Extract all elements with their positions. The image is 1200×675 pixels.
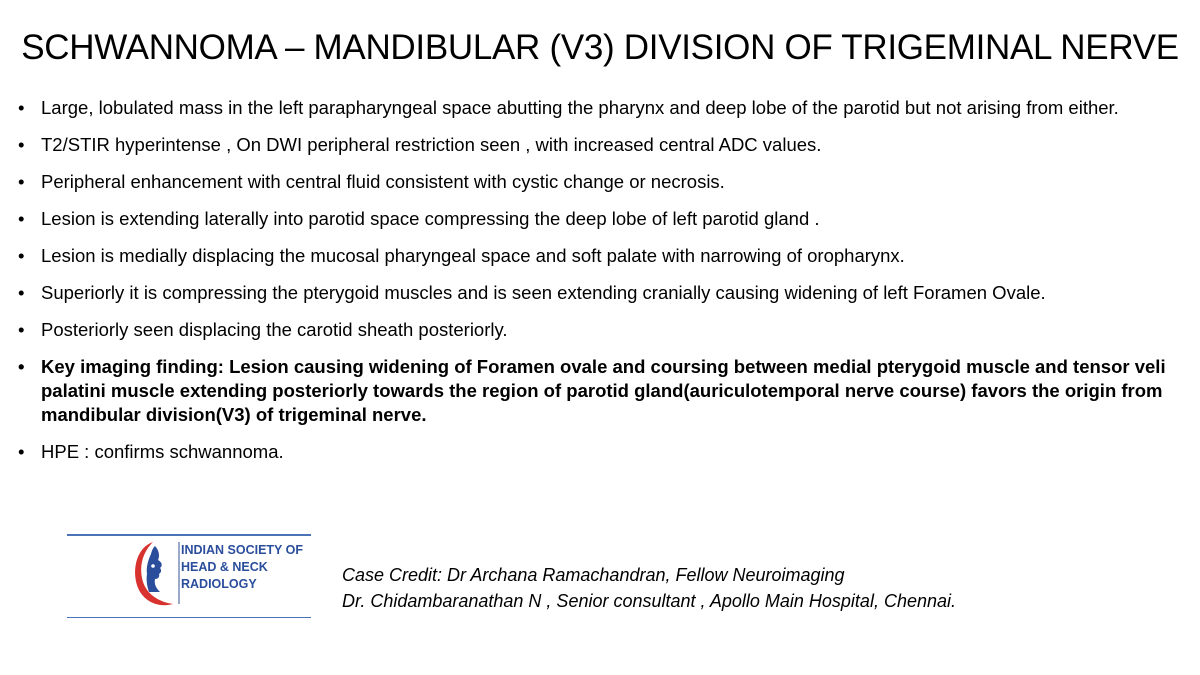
bullet-dot: • — [18, 208, 25, 229]
logo-line-3: RADIOLOGY — [181, 577, 257, 591]
slide-title: SCHWANNOMA – MANDIBULAR (V3) DIVISION OF TRIGEMINAL NERVE — [21, 28, 1179, 67]
bullet-list — [18, 96, 1183, 477]
logo-divider — [67, 617, 311, 619]
bullet-text: Posteriorly seen displacing the carotid sheath posteriorly. — [41, 319, 508, 340]
credit-line-2: Dr. Chidambaranathan N , Senior consultant , Apollo Main Hospital, Chennai. — [342, 591, 956, 611]
case-credits — [342, 562, 956, 614]
bullet-item — [18, 440, 1183, 464]
bullet-item — [18, 318, 1183, 342]
bullet-text: Superiorly it is compressing the pterygoid muscles and is seen extending cranially causing widening of left Foramen Ovale. — [41, 282, 1046, 303]
bullet-text: Lesion is medially displacing the mucosal pharyngeal space and soft palate with narrowing of oropharynx. — [41, 245, 905, 266]
bullet-dot: • — [18, 356, 25, 377]
bullet-dot: • — [18, 245, 25, 266]
logo-separator — [178, 542, 180, 604]
bullet-text: Large, lobulated mass in the left parapharyngeal space abutting the pharynx and deep lobe of the parotid but not arising from either. — [41, 97, 1119, 118]
bullet-dot: • — [18, 441, 25, 462]
key-finding-bullet — [18, 355, 1183, 427]
bullet-dot: • — [18, 282, 25, 303]
bullet-item — [18, 281, 1183, 305]
bullet-dot: • — [18, 319, 25, 340]
bullet-text: Peripheral enhancement with central fluid consistent with cystic change or necrosis. — [41, 171, 725, 192]
society-logo — [67, 534, 311, 618]
bullet-dot: • — [18, 97, 25, 118]
bullet-dot: • — [18, 171, 25, 192]
credit-line-1: Case Credit: Dr Archana Ramachandran, Fellow Neuroimaging — [342, 565, 845, 585]
bullet-dot: • — [18, 134, 25, 155]
bullet-text: T2/STIR hyperintense , On DWI peripheral restriction seen , with increased central ADC values. — [41, 134, 822, 155]
bullet-item — [18, 133, 1183, 157]
bullet-item — [18, 207, 1183, 231]
bullet-text: Key imaging finding: Lesion causing widening of Foramen ovale and coursing between medial pterygoid muscle and tensor veli palatini muscle extending posteriorly towards the region of parotid gland(auriculotemporal nerve course) favors the origin from mandibular division(V3) of trigeminal nerve. — [41, 356, 1166, 425]
logo-divider — [67, 534, 311, 536]
bullet-item — [18, 96, 1183, 120]
logo-line-1: INDIAN SOCIETY OF — [181, 543, 304, 557]
logo-wordmark — [181, 542, 303, 593]
bullet-item — [18, 244, 1183, 268]
head-neck-emblem-icon — [129, 538, 177, 610]
bullet-item — [18, 170, 1183, 194]
bullet-text: HPE : confirms schwannoma. — [41, 441, 284, 462]
logo-line-2: HEAD & NECK — [181, 560, 268, 574]
bullet-text: Lesion is extending laterally into parotid space compressing the deep lobe of left parotid gland . — [41, 208, 820, 229]
